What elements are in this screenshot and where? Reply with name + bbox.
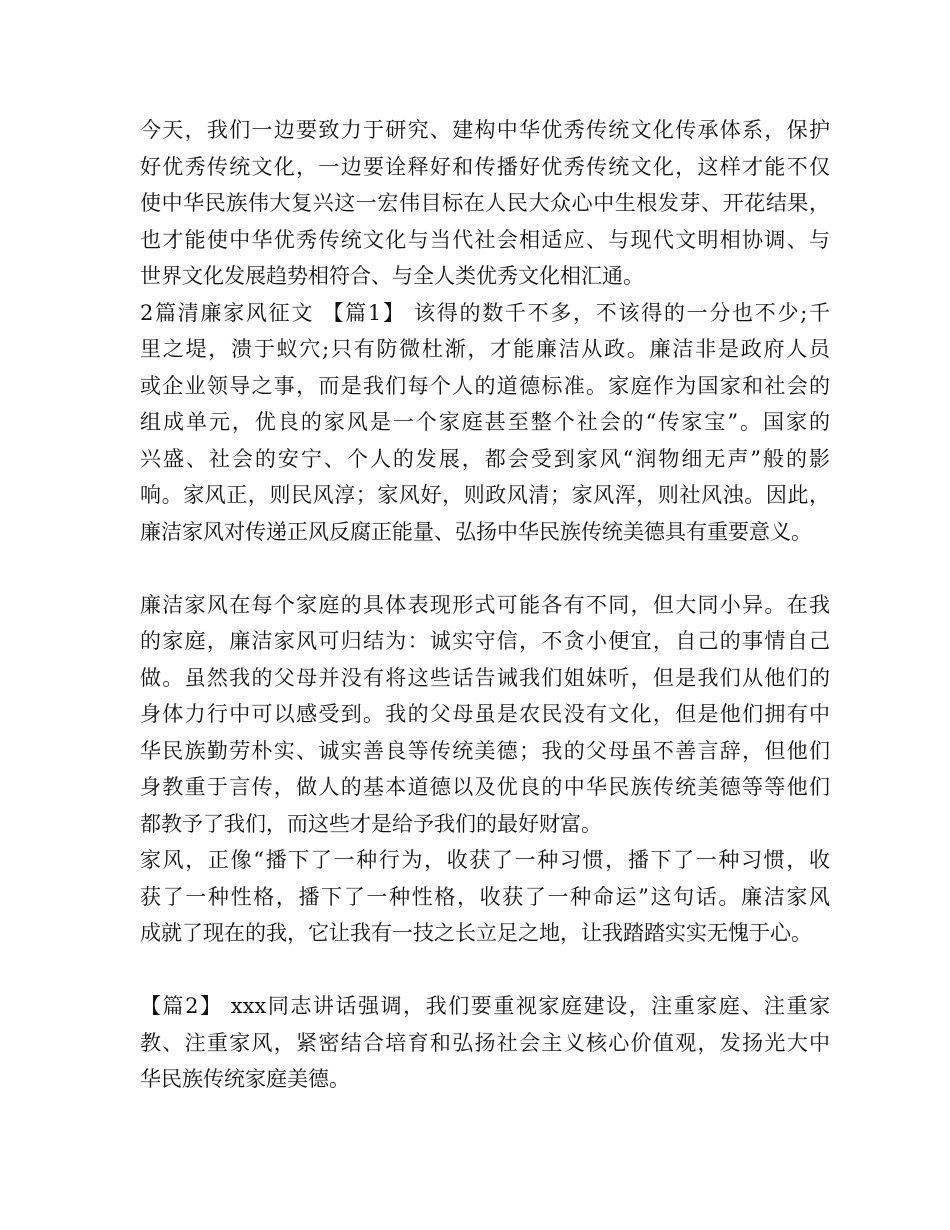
text-line: 廉洁家风对传递正风反腐正能量、弘扬中华民族传统美德具有重要意义。 [140, 519, 812, 544]
text-line: 兴盛、社会的安宁、个人的发展，都会受到家风“润物细无声”般的影 [140, 446, 830, 471]
text-line: 好优秀传统文化，一边要诠释好和传播好优秀传统文化，这样才能不仅 [140, 154, 830, 179]
text-line: 组成单元，优良的家风是一个家庭甚至整个社会的“传家宝”。国家的 [140, 410, 830, 434]
paragraph-3 [140, 587, 830, 843]
text-line: 华民族勤劳朴实、诚实善良等传统美德；我的父母虽不善言辞，但他们 [140, 738, 830, 763]
text-line: 2篇清廉家风征文 【篇1】 该得的数千不多，不该得的一分也不少;千 [140, 300, 830, 325]
text-line: 里之堤，溃于蚁穴;只有防微杜渐，才能廉洁从政。廉洁非是政府人员 [140, 337, 830, 361]
text-line: 华民族传统家庭美德。 [140, 1067, 350, 1091]
text-line: 响。家风正，则民风淳；家风好，则政风清；家风浑，则社风浊。因此， [140, 483, 830, 507]
text-line: 做。虽然我的父母并没有将这些话告诫我们姐妹听，但是我们从他们的 [140, 665, 830, 690]
text-line: 身体力行中可以感受到。我的父母虽是农民没有文化，但是他们拥有中 [140, 702, 830, 726]
text-line: 世界文化发展趋势相符合、与全人类优秀文化相汇通。 [140, 264, 644, 288]
paragraph-2 [140, 295, 830, 551]
paragraph-5 [140, 988, 830, 1098]
text-line: 使中华民族伟大复兴这一宏伟目标在人民大众心中生根发芽、开花结果， [140, 191, 830, 215]
text-line: 或企业领导之事，而是我们每个人的道德标准。家庭作为国家和社会的 [140, 373, 830, 398]
text-line: 家风，正像“播下了一种行为，收获了一种习惯，播下了一种习惯，收 [140, 848, 830, 872]
document-body [140, 112, 830, 1098]
text-line: 成就了现在的我，它让我有一技之长立足之地，让我踏踏实实无愧于心。 [140, 921, 812, 945]
text-line: 廉洁家风在每个家庭的具体表现形式可能各有不同，但大同小异。在我 [140, 592, 830, 617]
paragraph-spacer [140, 550, 830, 587]
paragraph-1 [140, 112, 830, 295]
text-line: 也才能使中华优秀传统文化与当代社会相适应、与现代文明相协调、与 [140, 227, 830, 252]
text-line: 教、注重家风，紧密结合培育和弘扬社会主义核心价值观，发扬光大中 [140, 1030, 830, 1055]
text-line: 今天，我们一边要致力于研究、建构中华优秀传统文化传承体系，保护 [140, 118, 830, 142]
paragraph-4 [140, 842, 830, 952]
text-line: 【篇2】 xxx同志讲话强调，我们要重视家庭建设，注重家庭、注重家 [140, 994, 830, 1018]
text-line: 的家庭，廉洁家风可归结为：诚实守信，不贪小便宜，自己的事情自己 [140, 629, 830, 653]
text-line: 获了一种性格，播下了一种性格，收获了一种命运”这句话。廉洁家风 [140, 884, 830, 909]
text-line: 身教重于言传，做人的基本道德以及优良的中华民族传统美德等等他们 [140, 775, 830, 799]
paragraph-spacer [140, 952, 830, 989]
text-line: 都教予了我们，而这些才是给予我们的最好财富。 [140, 811, 602, 836]
